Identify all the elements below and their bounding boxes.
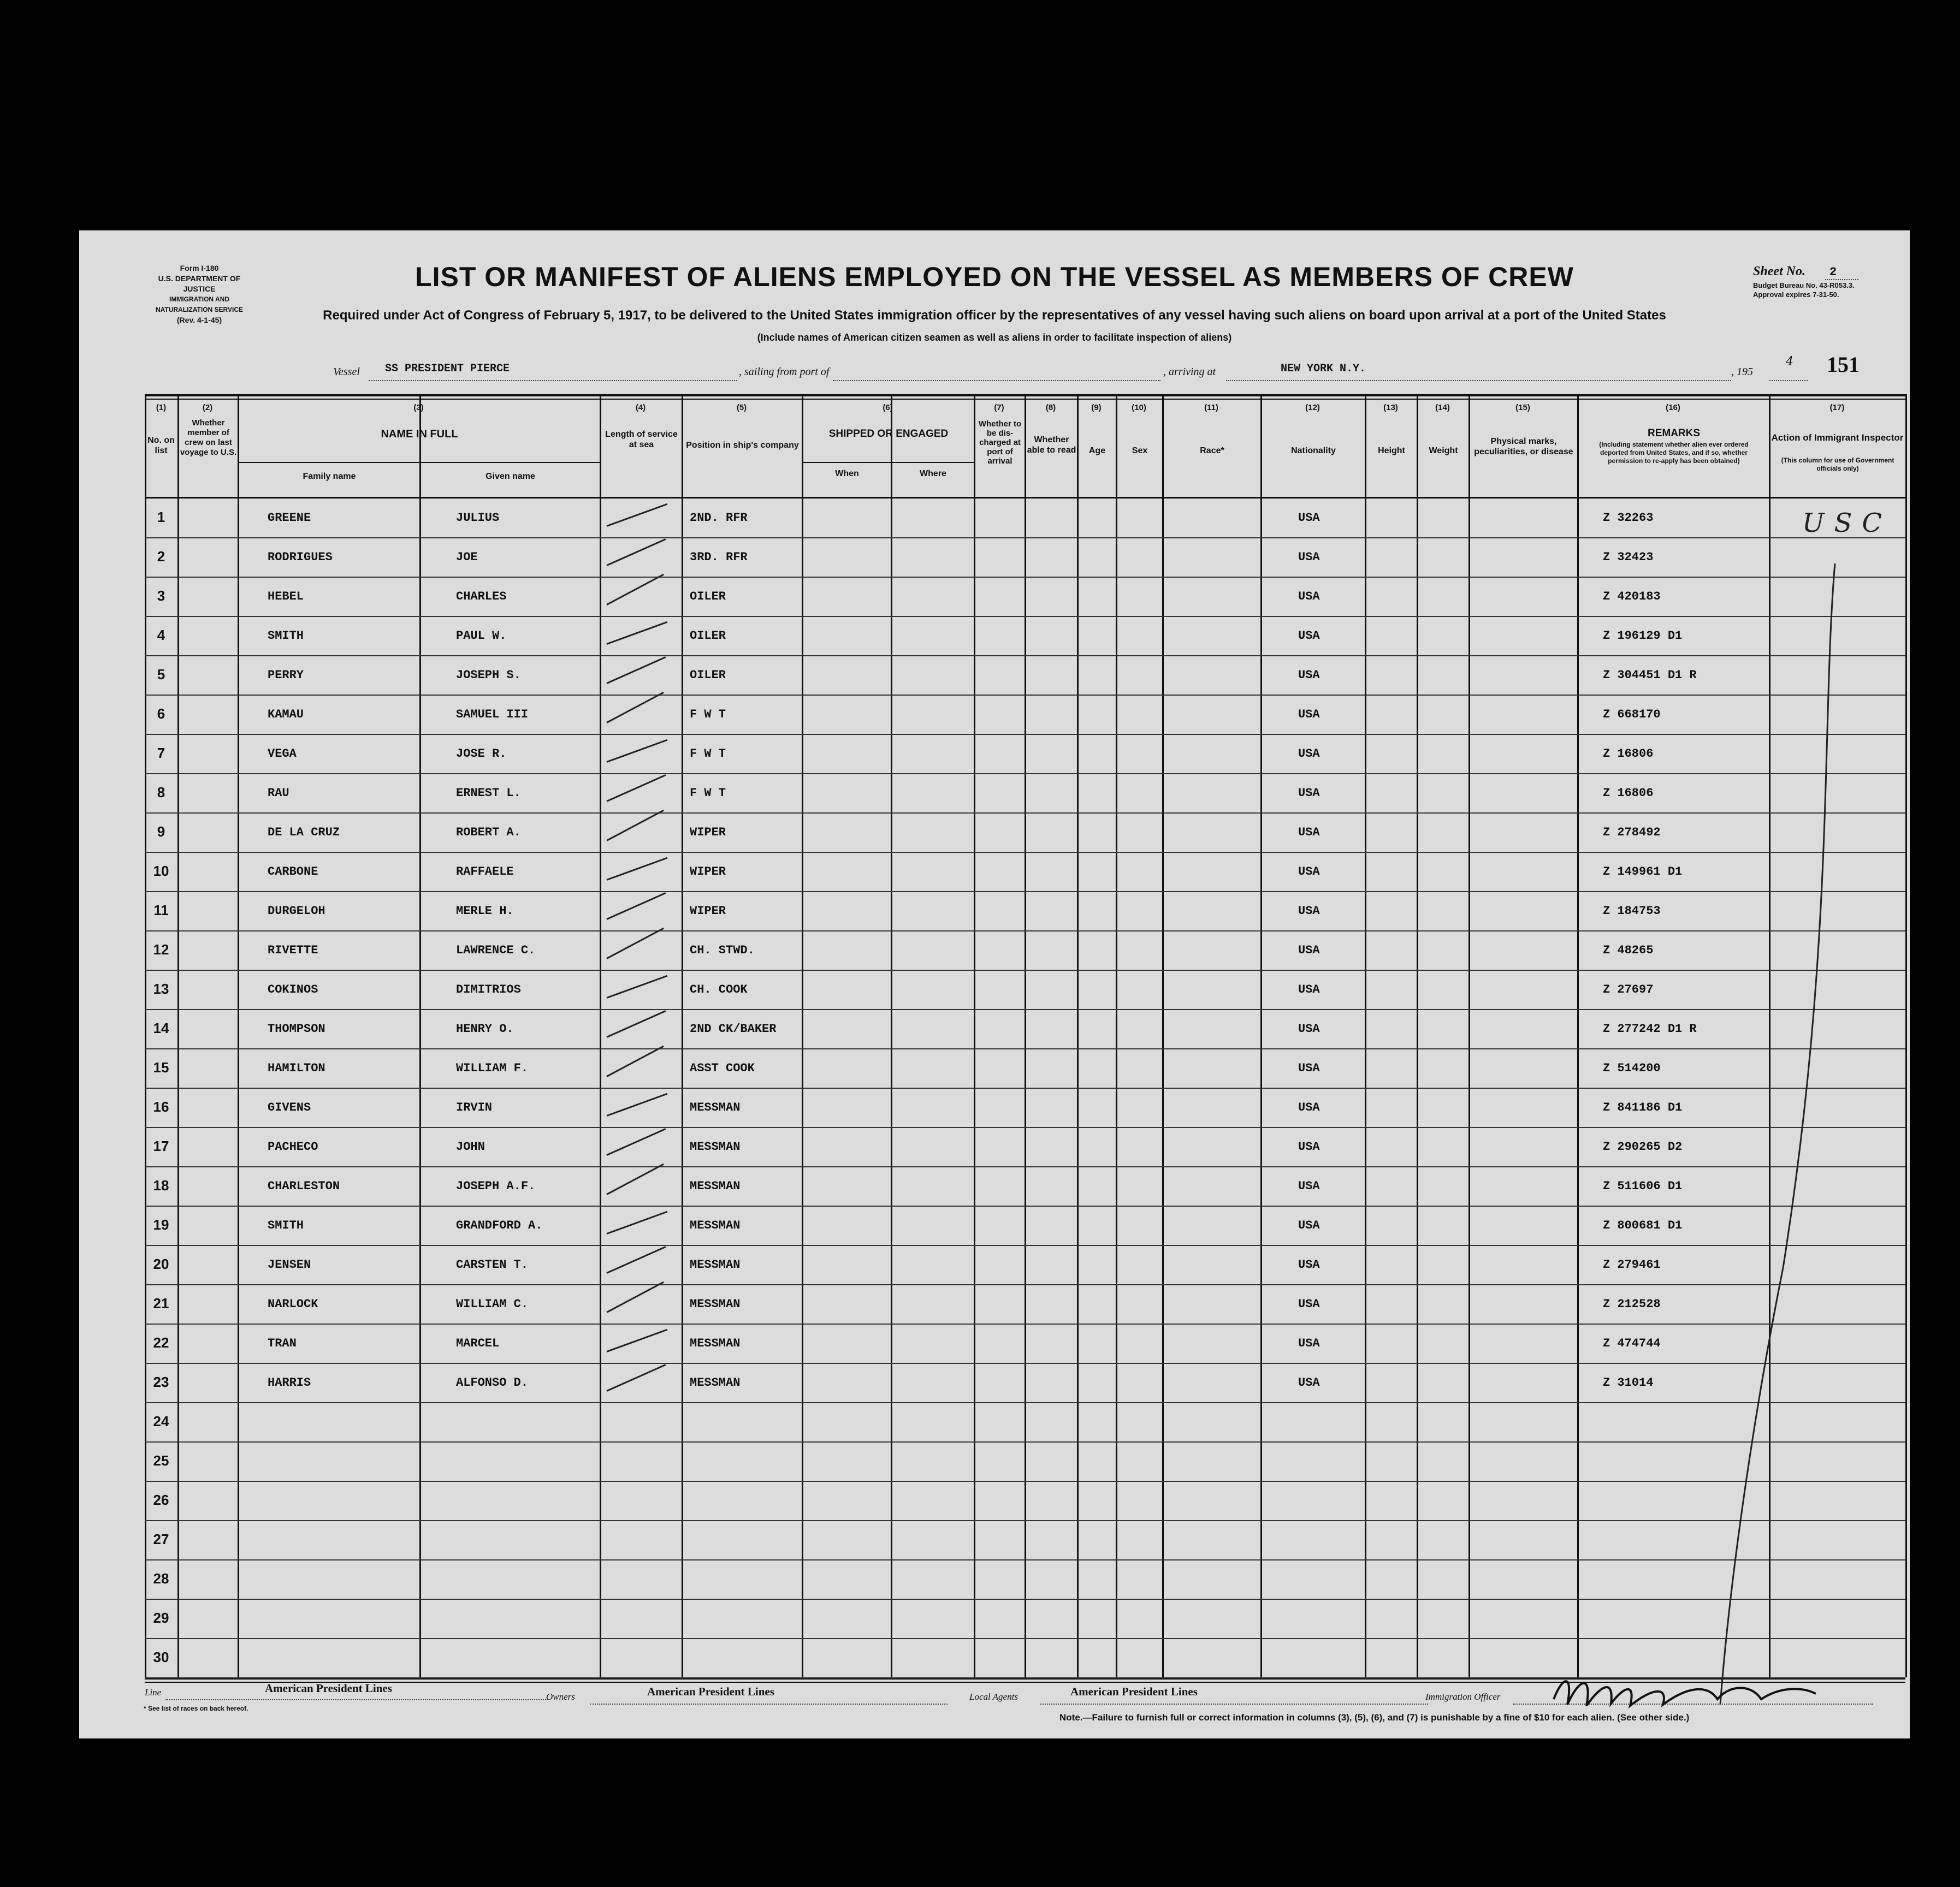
remarks-cell: Z 16806 — [1603, 747, 1654, 761]
column-number: (1) — [156, 403, 167, 412]
row-number: 30 — [153, 1649, 169, 1665]
nationality-cell: USA — [1298, 550, 1320, 564]
row-number: 4 — [157, 627, 165, 643]
position-cell: MESSMAN — [690, 1337, 741, 1350]
remarks-cell: Z 16806 — [1603, 786, 1654, 800]
arriving-label: , arriving at — [1163, 366, 1216, 378]
nationality-cell: USA — [1298, 1061, 1320, 1075]
position-cell: F W T — [690, 708, 726, 721]
nationality-cell: USA — [1298, 904, 1320, 918]
arrival-port: NEW YORK N.Y. — [1281, 363, 1366, 375]
local-agents-value: American President Lines — [1070, 1685, 1198, 1698]
given-name-cell: PAUL W. — [456, 629, 507, 643]
row-number: 10 — [153, 863, 169, 879]
family-name-cell: CHARLESTON — [268, 1179, 340, 1193]
family-name-cell: HEBEL — [268, 590, 304, 603]
given-name-cell: MARCEL — [456, 1337, 500, 1350]
position-cell: MESSMAN — [690, 1258, 741, 1272]
nationality-cell: USA — [1298, 1101, 1320, 1114]
given-name-cell: JOSEPH S. — [456, 668, 521, 682]
header-weight: Weight — [1429, 446, 1458, 455]
remarks-cell: Z 668170 — [1603, 708, 1661, 721]
family-name-cell: GREENE — [268, 511, 311, 525]
column-number: (8) — [1045, 403, 1056, 412]
given-name-cell: GRANDFORD A. — [456, 1219, 543, 1232]
column-number: (5) — [736, 403, 747, 412]
given-name-cell: WILLIAM C. — [456, 1297, 529, 1311]
row-number: 19 — [153, 1217, 169, 1233]
family-name-cell: RAU — [268, 786, 289, 800]
family-name-cell: SMITH — [268, 1219, 304, 1232]
nationality-cell: USA — [1298, 1337, 1320, 1350]
column-number: (13) — [1383, 403, 1398, 412]
position-cell: F W T — [690, 786, 726, 800]
family-name-cell: SMITH — [268, 629, 304, 643]
header-name-in-full: NAME IN FULL — [381, 428, 458, 440]
row-number: 26 — [153, 1492, 169, 1508]
family-name-cell: TRAN — [268, 1337, 297, 1350]
remarks-cell: Z 48265 — [1603, 944, 1654, 957]
remarks-cell: Z 304451 D1 R — [1603, 668, 1697, 682]
remarks-cell: Z 278492 — [1603, 826, 1661, 839]
nationality-cell: USA — [1298, 1140, 1320, 1154]
header-member-last-voyage: Whether member of crew on last voyage to U.S. — [180, 418, 237, 457]
family-name-cell: PACHECO — [268, 1140, 318, 1154]
crew-manifest-sheet — [79, 230, 1910, 1738]
remarks-cell: Z 212528 — [1603, 1297, 1661, 1311]
given-name-cell: ROBERT A. — [456, 826, 521, 839]
position-cell: WIPER — [690, 865, 726, 879]
given-name-cell: RAFFAELE — [456, 865, 514, 879]
nationality-cell: USA — [1298, 1258, 1320, 1272]
nationality-cell: USA — [1298, 747, 1320, 761]
row-number: 20 — [153, 1256, 169, 1272]
local-agents-label: Local Agents — [969, 1692, 1018, 1702]
form-subtitle: Required under Act of Congress of February 5, 1917, to be delivered to the United States immigration officer by the representatives of any vessel having such aliens on board upon arrival at a port of the United States — [323, 308, 1666, 323]
row-number: 7 — [157, 745, 165, 761]
given-name-cell: DIMITRIOS — [456, 983, 521, 996]
given-name-cell: CHARLES — [456, 590, 507, 603]
remarks-cell: Z 800681 D1 — [1603, 1219, 1683, 1232]
nationality-cell: USA — [1298, 1022, 1320, 1036]
family-name-cell: NARLOCK — [268, 1297, 318, 1311]
nationality-cell: USA — [1298, 511, 1320, 525]
nationality-cell: USA — [1298, 826, 1320, 839]
nationality-cell: USA — [1298, 668, 1320, 682]
form-identifier: Form I-180 U.S. DEPARTMENT OF JUSTICE IMMIGRATION AND NATURALIZATION SERVICE (Rev. 4-1-45) — [155, 264, 243, 324]
family-name-cell: THOMPSON — [268, 1022, 325, 1036]
sailing-label: , sailing from port of — [739, 366, 830, 378]
row-number: 25 — [153, 1452, 169, 1469]
header-where: Where — [920, 469, 946, 478]
remarks-cell: Z 149961 D1 — [1603, 865, 1683, 879]
header-length-service: Length of service at sea — [605, 430, 678, 449]
budget-bureau-note: Budget Bureau No. 43-R053.3. Approval expires 7-31-50. — [1753, 281, 1855, 299]
remarks-cell: Z 277242 D1 R — [1603, 1022, 1697, 1036]
column-number: (12) — [1305, 403, 1320, 412]
header-family-name: Family name — [303, 472, 356, 481]
owners-label: Owners — [546, 1692, 575, 1702]
vessel-label: Vessel — [333, 366, 360, 378]
position-cell: MESSMAN — [690, 1179, 741, 1193]
row-number: 9 — [157, 823, 165, 840]
remarks-cell: Z 27697 — [1603, 983, 1654, 996]
header-able-read: Whether able to read — [1027, 435, 1076, 455]
given-name-cell: JOSE R. — [456, 747, 507, 761]
stamp-number: 151 — [1827, 352, 1860, 377]
position-cell: 2ND CK/BAKER — [690, 1022, 777, 1036]
remarks-cell: Z 514200 — [1603, 1061, 1661, 1075]
family-name-cell: JENSEN — [268, 1258, 311, 1272]
row-number: 1 — [157, 509, 165, 525]
row-number: 6 — [157, 705, 165, 722]
remarks-cell: Z 420183 — [1603, 590, 1661, 603]
position-cell: MESSMAN — [690, 1219, 741, 1232]
nationality-cell: USA — [1298, 590, 1320, 603]
family-name-cell: PERRY — [268, 668, 304, 682]
column-number: (15) — [1515, 403, 1530, 412]
header-shipped-engaged: SHIPPED OR ENGAGED — [828, 428, 949, 440]
header-discharged: Whether to be dis-charged at port of arrival — [978, 419, 1022, 466]
given-name-cell: JULIUS — [456, 511, 500, 525]
given-name-cell: JOE — [456, 550, 478, 564]
column-number: (9) — [1091, 403, 1102, 412]
header-when: When — [835, 469, 859, 478]
column-number: (14) — [1435, 403, 1450, 412]
position-cell: MESSMAN — [690, 1140, 741, 1154]
header-race: Race* — [1200, 446, 1224, 455]
row-number: 24 — [153, 1413, 169, 1429]
nationality-cell: USA — [1298, 786, 1320, 800]
position-cell: CH. STWD. — [690, 944, 755, 957]
position-cell: MESSMAN — [690, 1297, 741, 1311]
remarks-cell: Z 279461 — [1603, 1258, 1661, 1272]
given-name-cell: JOSEPH A.F. — [456, 1179, 536, 1193]
row-number: 15 — [153, 1059, 169, 1076]
given-name-cell: LAWRENCE C. — [456, 944, 536, 957]
row-number: 29 — [153, 1610, 169, 1626]
given-name-cell: WILLIAM F. — [456, 1061, 529, 1075]
line-label: Line — [145, 1687, 162, 1698]
line-value: American President Lines — [265, 1682, 392, 1695]
nationality-cell: USA — [1298, 983, 1320, 996]
row-number: 28 — [153, 1570, 169, 1587]
header-remarks: REMARKS — [1647, 428, 1701, 439]
vessel-name: SS PRESIDENT PIERCE — [385, 363, 510, 375]
row-number: 11 — [153, 902, 169, 918]
column-number: (4) — [635, 403, 646, 412]
position-cell: ASST COOK — [690, 1061, 755, 1075]
position-cell: 2ND. RFR — [690, 511, 748, 525]
header-sex: Sex — [1132, 446, 1148, 455]
family-name-cell: GIVENS — [268, 1101, 311, 1114]
given-name-cell: IRVIN — [456, 1101, 493, 1114]
column-number: (10) — [1132, 403, 1146, 412]
row-number: 3 — [157, 588, 165, 604]
position-cell: WIPER — [690, 826, 726, 839]
given-name-cell: HENRY O. — [456, 1022, 514, 1036]
row-number: 2 — [157, 548, 165, 565]
remarks-cell: Z 290265 D2 — [1603, 1140, 1683, 1154]
races-footnote: * See list of races on back hereof. — [144, 1705, 248, 1712]
position-cell: OILER — [690, 629, 726, 643]
family-name-cell: RODRIGUES — [268, 550, 333, 564]
given-name-cell: JOHN — [456, 1140, 485, 1154]
column-number: (7) — [994, 403, 1004, 412]
immigration-officer-label: Immigration Officer — [1425, 1692, 1501, 1702]
remarks-cell: Z 32423 — [1603, 550, 1654, 564]
row-number: 21 — [153, 1295, 169, 1312]
row-number: 17 — [153, 1138, 169, 1154]
given-name-cell: ALFONSO D. — [456, 1376, 529, 1390]
position-cell: F W T — [690, 747, 726, 761]
header-given-name: Given name — [485, 472, 535, 481]
nationality-cell: USA — [1298, 944, 1320, 957]
form-title: LIST OR MANIFEST OF ALIENS EMPLOYED ON THE VESSEL AS MEMBERS OF CREW — [415, 262, 1574, 292]
family-name-cell: VEGA — [268, 747, 297, 761]
position-cell: MESSMAN — [690, 1376, 741, 1390]
header-action-inspector: Action of Immigrant Inspector — [1771, 432, 1904, 443]
position-cell: OILER — [690, 590, 726, 603]
row-number: 27 — [153, 1531, 169, 1547]
family-name-cell: DURGELOH — [268, 904, 325, 918]
header-remarks-note: (Including statement whether alien ever ordered deported from United States, and if so, whether permission to re-apply has been obtained) — [1599, 441, 1749, 465]
given-name-cell: ERNEST L. — [456, 786, 521, 800]
row-number: 16 — [153, 1099, 169, 1115]
row-number: 23 — [153, 1374, 169, 1390]
remarks-cell: Z 841186 D1 — [1603, 1101, 1683, 1114]
remarks-cell: Z 511606 D1 — [1603, 1179, 1683, 1193]
nationality-cell: USA — [1298, 865, 1320, 879]
column-number: (11) — [1204, 403, 1218, 412]
row-number: 5 — [157, 666, 165, 683]
header-nationality: Nationality — [1291, 446, 1336, 455]
row-number: 13 — [153, 981, 169, 997]
column-number: (3) — [413, 403, 424, 412]
remarks-cell: Z 31014 — [1603, 1376, 1654, 1390]
family-name-cell: DE LA CRUZ — [268, 826, 340, 839]
header-age: Age — [1088, 446, 1106, 455]
header-position: Position in ship's company — [686, 441, 799, 450]
header-action-note: (This column for use of Government officials only) — [1781, 456, 1894, 472]
given-name-cell: CARSTEN T. — [456, 1258, 529, 1272]
row-number: 22 — [153, 1334, 169, 1351]
position-cell: MESSMAN — [690, 1101, 741, 1114]
family-name-cell: KAMAU — [268, 708, 304, 721]
fine-note: Note.—Failure to furnish full or correct information in columns (3), (5), (6), and (7) is punishable by a fine of $10 for each alien. (See other side.) — [1059, 1712, 1690, 1723]
family-name-cell: HAMILTON — [268, 1061, 325, 1075]
position-cell: OILER — [690, 668, 726, 682]
remarks-cell: Z 474744 — [1603, 1337, 1661, 1350]
family-name-cell: COKINOS — [268, 983, 318, 996]
year-digit: 4 — [1786, 355, 1793, 369]
header-physical-marks: Physical marks, peculiarities, or disease — [1474, 437, 1573, 456]
column-number: (16) — [1666, 403, 1680, 412]
column-number: (17) — [1829, 403, 1845, 412]
header-no-on-list: No. on list — [147, 436, 175, 455]
inspector-check-line — [79, 230, 1910, 1738]
given-name-cell: MERLE H. — [456, 904, 514, 918]
family-name-cell: RIVETTE — [268, 944, 318, 957]
remarks-cell: Z 32263 — [1603, 511, 1654, 525]
row-number: 12 — [153, 941, 169, 958]
family-name-cell: CARBONE — [268, 865, 318, 879]
year-label: , 195 — [1731, 366, 1753, 378]
form-subtitle-note: (Include names of American citizen seamen as well as aliens in order to facilitate inspection of aliens) — [757, 332, 1232, 343]
nationality-cell: USA — [1298, 708, 1320, 721]
column-number: (6) — [883, 403, 893, 412]
nationality-cell: USA — [1298, 1179, 1320, 1193]
row-number: 8 — [157, 784, 165, 800]
remarks-cell: Z 184753 — [1603, 904, 1661, 918]
sheet-number: Sheet No. 2 — [1753, 264, 1858, 279]
nationality-cell: USA — [1298, 1219, 1320, 1232]
nationality-cell: USA — [1298, 1297, 1320, 1311]
position-cell: CH. COOK — [690, 983, 748, 996]
nationality-cell: USA — [1298, 629, 1320, 643]
position-cell: 3RD. RFR — [690, 550, 748, 564]
header-height: Height — [1378, 446, 1405, 455]
given-name-cell: SAMUEL III — [456, 708, 529, 721]
inspector-mark: USC — [1802, 508, 1892, 538]
row-number: 14 — [153, 1020, 169, 1036]
nationality-cell: USA — [1298, 1376, 1320, 1390]
row-number: 18 — [153, 1177, 169, 1194]
family-name-cell: HARRIS — [268, 1376, 311, 1390]
remarks-cell: Z 196129 D1 — [1603, 629, 1683, 643]
owners-value: American President Lines — [647, 1685, 774, 1698]
position-cell: WIPER — [690, 904, 726, 918]
column-number: (2) — [202, 403, 213, 412]
